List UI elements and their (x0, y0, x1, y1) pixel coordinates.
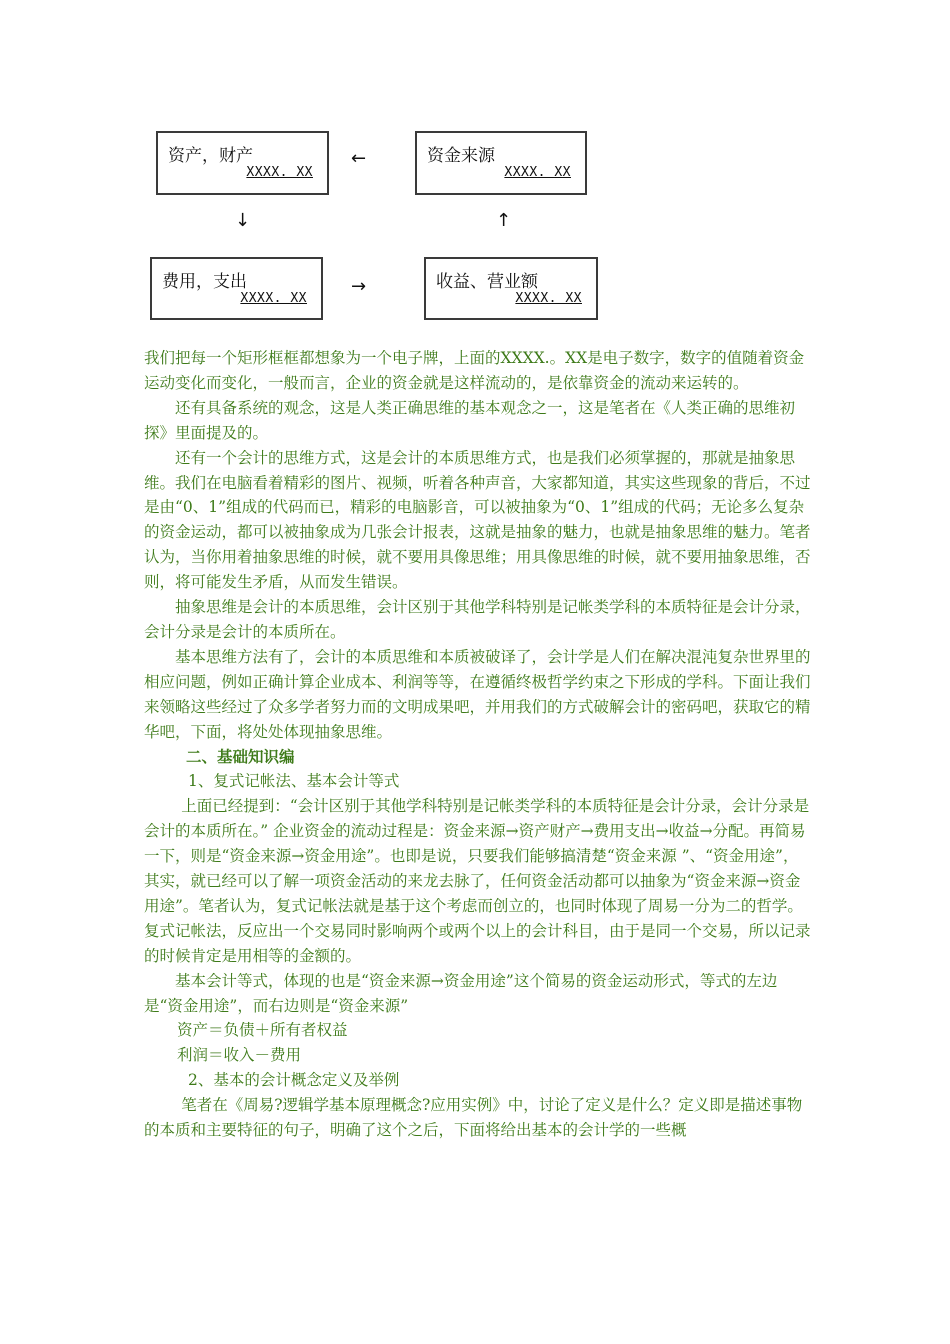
paragraph-double-entry: 上面已经提到：“会计区别于其他学科特别是记帐类学科的本质特征是会计分录，会计分录是会计的本质所在。” 企业资金的流动过程是：资金来源→资产财产→费用支出→收益→分配。再简易一下，则是“资金来源→资金用途”。也即是说，只要我们能够搞清楚“资金来源 ”、“资金用途”，其实，就已经可以了解一项资金活动的来龙去脉了，任何资金活动都可以抽象为“资金来源→资金用途”。笔者认为，复式记帐法就是基于这个考虑而创立的，也同时体现了周易一分为二的哲学。复式记帐法，反应出一个交易同时影响两个或两个以上的会计科目，由于是同一个交易，所以记录的时候肯定是用相等的金额的。 (144, 797, 811, 965)
subheading-double-entry: 1、复式记帐法、基本会计等式 (188, 772, 400, 791)
subheading-concepts: 2、基本的会计概念定义及举例 (188, 1071, 400, 1090)
arrow-down-icon: ↓ (235, 210, 251, 231)
document-body (144, 346, 812, 1143)
box-expense-value: XXXX. XX (240, 291, 307, 306)
box-source-title: 资金来源 (427, 146, 495, 166)
paragraph-abstract-thinking: 还有一个会计的思维方式，这是会计的本质思维方式，也是我们必须掌握的，那就是抽象思维。我们在电脑看着精彩的图片、视频，听着各种声音，大家都知道，其实这些现象的背后，不过是由“0、1”组成的代码而已，精彩的电脑影音，可以被抽象为“0、1”组成的代码；无论多么复杂的资金运动，都可以被抽象成为几张会计报表，这就是抽象的魅力，也就是抽象思维的魅力。笔者认为，当你用着抽象思维的时候，就不要用具像思维；用具像思维的时候，就不要用抽象思维，否则，将可能发生矛盾，从而发生错误。 (144, 448, 811, 592)
equation-profit: 利润＝收入－费用 (177, 1046, 302, 1065)
box-source (415, 131, 587, 195)
paragraph-basic-method: 基本思维方法有了，会计的本质思维和本质被破译了，会计学是人们在解决混沌复杂世界里的相应问题，例如正确计算企业成本、利润等等，在遵循终极哲学约束之下形成的学科。下面让我们来领略这些经过了众多学者努力而的文明成果吧，并用我们的方式破解会计的密码吧，获取它的精华吧，下面，将处处体现抽象思维。 (144, 647, 811, 741)
box-assets (156, 131, 329, 195)
paragraph-system-concept: 还有具备系统的观念，这是人类正确思维的基本观念之一，这是笔者在《人类正确的思维初探》里面提及的。 (144, 398, 796, 442)
paragraph-electronic-board: 我们把每一个矩形框框都想象为一个电子牌，上面的XXXX.。XX是电子数字，数字的值随着资金运动变化而变化，一般而言，企业的资金就是这样流动的，是依靠资金的流动来运转的。 (144, 349, 805, 392)
box-source-value: XXXX. XX (504, 165, 571, 180)
box-assets-title: 资产，财产 (168, 146, 253, 166)
paragraph-basic-equation: 基本会计等式，体现的也是“资金来源→资金用途”这个简易的资金运动形式，等式的左边是“资金用途”，而右边则是“资金来源” (144, 971, 778, 1015)
box-expense (150, 257, 323, 320)
arrow-up-icon: ↑ (496, 210, 512, 231)
arrow-right-icon: → (351, 276, 367, 297)
box-revenue-title: 收益、营业额 (436, 272, 538, 292)
box-assets-value: XXXX. XX (246, 165, 313, 180)
paragraph-definitions: 笔者在《周易?逻辑学基本原理概念?应用实例》中，讨论了定义是什么？定义即是描述事物的本质和主要特征的句子，明确了这个之后，下面将给出基本的会计学的一些概 (144, 1096, 803, 1140)
equation-assets: 资产＝负债＋所有者权益 (177, 1021, 348, 1040)
box-revenue-value: XXXX. XX (515, 291, 582, 306)
section-heading: 二、基础知识编 (186, 747, 295, 766)
arrow-left-icon: ← (351, 148, 367, 169)
box-expense-title: 费用，支出 (162, 272, 247, 292)
box-revenue (424, 257, 598, 320)
paragraph-accounting-entry: 抽象思维是会计的本质思维，会计区别于其他学科特别是记帐类学科的本质特征是会计分录，会计分录是会计的本质所在。 (144, 598, 811, 641)
